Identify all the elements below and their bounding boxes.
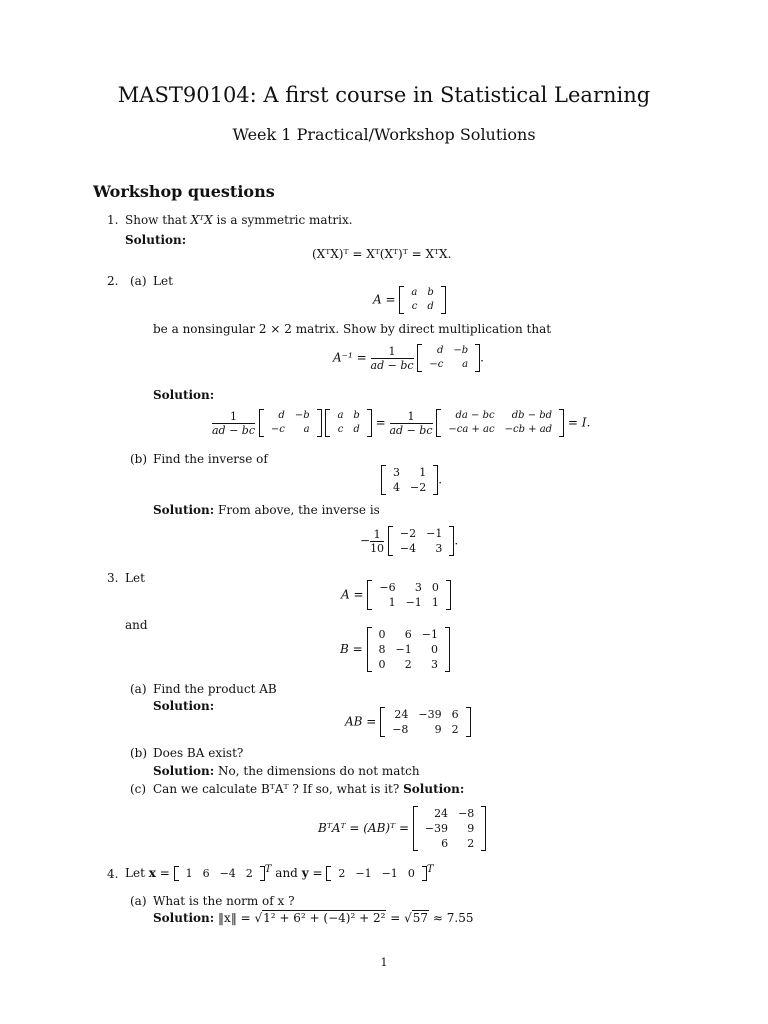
matrix-entry: −2: [410, 481, 427, 494]
matrix-entry: 3: [430, 658, 438, 671]
matrix-entry: 6: [202, 867, 210, 880]
matrix-entry: −1: [421, 628, 438, 641]
page-number: 1: [380, 956, 388, 969]
q2-inverse-formula: A⁻¹ = $\frac{1}{ad - bc}$ d −b −c a .: [333, 344, 484, 372]
q2a-solution-equation: $\frac{1}{ad - bc}$ d −b −c a a b c d = $\frac{1}{ad - bc}$ da − bc db − bd −ca + ac −cb + ad = I.: [212, 409, 591, 437]
matrix-entry: 0: [431, 581, 439, 594]
q1-solution-label: Solution:: [125, 233, 187, 247]
q2b-matrix: 3 1 4 −2 .: [381, 465, 442, 495]
matrix-entry: −c: [270, 424, 285, 435]
page-title: MAST90104: A first course in Statistical Learning: [117, 83, 651, 107]
matrix-entry: −4: [219, 867, 236, 880]
matrix-entry: 2: [404, 658, 412, 671]
matrix-entry: b: [427, 287, 434, 298]
matrix-entry: −1: [355, 867, 372, 880]
q2b-label: (b): [130, 452, 148, 466]
matrix-entry: 24: [394, 708, 409, 721]
matrix-entry: −2: [399, 527, 417, 540]
q3-A-definition: A = −6 3 0 1 −1 1: [341, 580, 451, 610]
matrix-entry: a: [411, 287, 418, 298]
matrix-entry: c: [337, 424, 344, 435]
q2-after-matrix-text: be a nonsingular 2 × 2 matrix. Show by direct multiplication that: [153, 322, 552, 336]
matrix-entry: 3: [393, 466, 400, 479]
matrix-entry: b: [353, 410, 360, 421]
matrix-entry: 6: [441, 837, 449, 850]
q3a-label: (a): [130, 682, 147, 696]
matrix-entry: 2: [467, 837, 475, 850]
matrix-entry: −39: [418, 708, 442, 721]
matrix-entry: −39: [424, 822, 449, 835]
matrix-entry: 8: [378, 643, 386, 656]
matrix-entry: a: [337, 410, 344, 421]
matrix-entry: −8: [458, 807, 475, 820]
matrix-entry: −cb + ad: [504, 424, 553, 435]
q4-text: Let x = 1 6 −4 2 $^T$ and y = 2 −1 −1 0 $^T$: [125, 864, 434, 880]
matrix-entry: 2: [451, 723, 459, 736]
matrix-entry: 6: [451, 708, 459, 721]
q2b-text: Find the inverse of: [153, 452, 268, 466]
matrix-entry: −c: [429, 359, 444, 370]
q3b-text: Does BA exist?: [153, 746, 244, 760]
q4a-solution: Solution: ‖x‖ = √1² + 6² + (−4)² + 2² = √57 ≈ 7.55: [153, 911, 474, 925]
page-subtitle: Week 1 Practical/Workshop Solutions: [232, 125, 536, 144]
q3c-text: Can we calculate BᵀAᵀ ? If so, what is it? Solution:: [153, 782, 465, 796]
q1-text: Show that XᵀX is a symmetric matrix.: [125, 213, 353, 227]
matrix-entry: d: [436, 345, 444, 356]
matrix-entry: −6: [379, 581, 396, 594]
matrix-entry: −4: [399, 542, 417, 555]
matrix-entry: c: [411, 301, 418, 312]
q1-solution-equation: (XᵀX)ᵀ = Xᵀ(Xᵀ)ᵀ = XᵀX.: [312, 247, 452, 261]
matrix-entry: 0: [378, 628, 386, 641]
q3-text: Let: [125, 571, 145, 585]
matrix-entry: 0: [430, 643, 438, 656]
q3a-solution: AB = 24 −39 6 −8 9 2: [345, 707, 471, 737]
q2a-label: (a): [130, 274, 147, 288]
section-heading: Workshop questions: [93, 182, 275, 201]
q3a-text: Find the product AB: [153, 682, 277, 696]
matrix-entry: da − bc: [455, 410, 495, 421]
matrix-entry: −ca + ac: [448, 424, 495, 435]
q3a-solution-label: Solution:: [153, 699, 215, 713]
q3c-label: (c): [130, 782, 147, 796]
matrix-entry: −1: [395, 643, 412, 656]
matrix-entry: −1: [405, 596, 422, 609]
q3-and: and: [125, 618, 148, 632]
q2-A-definition: A = a b c d: [373, 286, 446, 314]
q3-B-definition: B = 0 6 −1 8 −1 0 0 2 3: [340, 627, 450, 672]
q2-number: 2.: [107, 274, 119, 288]
matrix-entry: 3: [435, 542, 443, 555]
q1-number: 1.: [107, 213, 119, 227]
matrix-entry: −b: [453, 345, 469, 356]
matrix-entry: 0: [407, 867, 415, 880]
q3b-solution: Solution: No, the dimensions do not match: [153, 764, 420, 778]
q2b-solution-inverse: − $\frac{1}{10}$ −2 −1 −4 3 .: [360, 527, 459, 555]
q3b-label: (b): [130, 746, 148, 760]
matrix-entry: db − bd: [511, 410, 553, 421]
matrix-entry: 6: [404, 628, 412, 641]
matrix-entry: −b: [294, 410, 310, 421]
matrix-entry: 1: [185, 867, 193, 880]
matrix-entry: −1: [381, 867, 398, 880]
q2b-solution: Solution: From above, the inverse is: [153, 503, 380, 517]
matrix-entry: −1: [426, 527, 443, 540]
q4a-text: What is the norm of x ?: [153, 894, 295, 908]
matrix-entry: 9: [434, 723, 442, 736]
q2a-solution-label: Solution:: [153, 388, 215, 402]
matrix-entry: −8: [392, 723, 409, 736]
matrix-entry: 4: [393, 481, 400, 494]
q3-number: 3.: [107, 571, 119, 585]
matrix-entry: 1: [388, 596, 396, 609]
matrix-entry: 2: [245, 867, 253, 880]
q2a-text: Let: [153, 274, 173, 288]
matrix-entry: d: [427, 301, 434, 312]
matrix-entry: a: [462, 359, 469, 370]
matrix-entry: 1: [431, 596, 439, 609]
q3c-solution: BᵀAᵀ = (AB)ᵀ = 24 −8 −39 9 6 2: [318, 806, 486, 851]
q4a-label: (a): [130, 894, 147, 908]
matrix-entry: 24: [434, 807, 449, 820]
matrix-entry: d: [353, 424, 360, 435]
q4-number: 4.: [107, 867, 119, 881]
matrix-entry: 3: [414, 581, 422, 594]
matrix-entry: 9: [467, 822, 475, 835]
matrix-entry: d: [278, 410, 285, 421]
matrix-entry: a: [303, 424, 310, 435]
matrix-entry: 1: [419, 466, 427, 479]
matrix-entry: 0: [378, 658, 386, 671]
matrix-entry: 2: [338, 867, 346, 880]
